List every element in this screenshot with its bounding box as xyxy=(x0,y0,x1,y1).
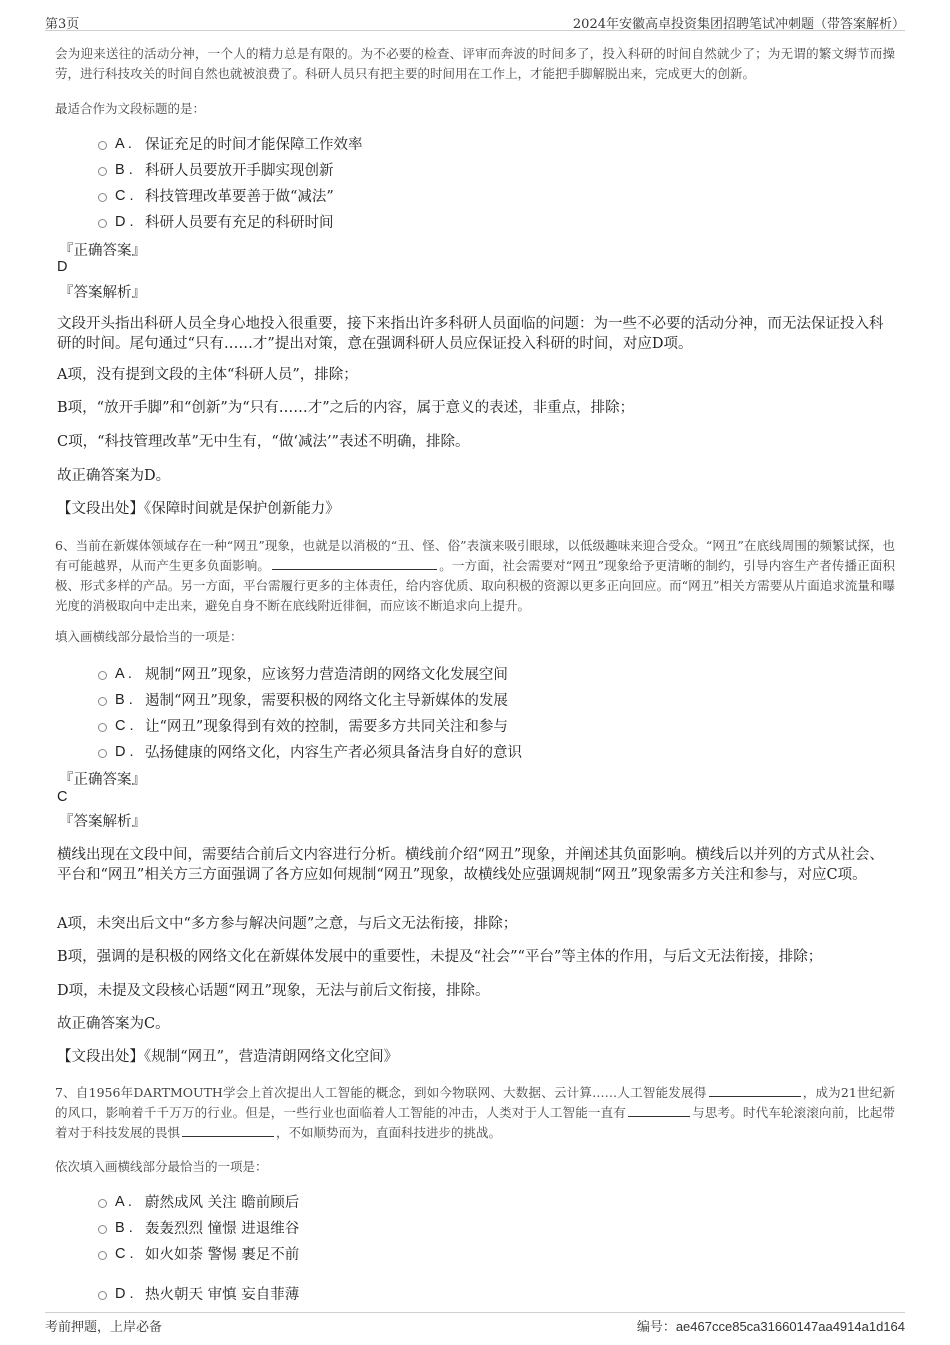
q7-passage-part3: 与思考。时代车轮滚滚向前，比起带着对于科技发展的畏惧 xyxy=(55,1105,895,1140)
document-id-value: ae467cce85ca31660147aa4914a1d164 xyxy=(675,1319,905,1334)
q6-explanation-main: 横线出现在文段中间，需要结合前后文内容进行分析。横线前介绍“网丑”现象，并阐述其负面影响。横线后以并列的方式从社会、平台和“网丑”相关方三方面强调了各方应如何规制“网丑”现象，故横线处应强调规制“网丑”现象需多方关注和参与，对应C项。 xyxy=(57,847,884,883)
q5-option-a[interactable] xyxy=(98,133,363,154)
q6-analysis-label: 『答案解析』 xyxy=(59,814,146,830)
document-title: 2024年安徽高卓投资集团招聘笔试冲刺题（带答案解析） xyxy=(572,17,905,32)
q5-conclusion: 故正确答案为D。 xyxy=(57,468,171,484)
document-id xyxy=(637,1316,905,1335)
q6-option-b[interactable] xyxy=(98,689,508,710)
option-text: 蔚然成风 关注 瞻前顾后 xyxy=(145,1195,300,1211)
option-text: 如火如荼 警惕 裹足不前 xyxy=(145,1247,300,1263)
q6-explanation-b: B项，强调的是积极的网络文化在新媒体发展中的重要性，未提及“社会”“平台”等主体的作用，与后文无法衔接，排除； xyxy=(57,949,823,965)
option-letter: D . xyxy=(115,1285,134,1302)
option-letter: C . xyxy=(115,717,134,734)
q6-option-d[interactable] xyxy=(98,741,522,762)
q6-explanation-a: A项，未突出后文中“多方参与解决问题”之意，与后文无法衔接，排除； xyxy=(57,916,518,932)
q7-passage-part2: ，成为21世纪新的风口，影响着千千万万的行业。但是，一些行业也面临着人工智能的冲击，人类对于人工智能一直有 xyxy=(55,1085,896,1120)
option-letter: A . xyxy=(115,135,132,152)
q6-passage-part2: 。一方面，社会需要对“网丑”现象给予更清晰的制约，引导内容生产者传播正面积极、形式多样的产品。另一方面，平台需履行更多的主体责任，给内容优质、取向积极的资源以更多正向回应。而“网丑”相关方需要从片面追求流量和曝光度的消极取向中走出来，避免自身不断在底线附近徘徊，而应该不断追求向上提升。 xyxy=(55,558,895,613)
option-letter: D . xyxy=(115,743,134,760)
q6-passage-part1: 6、当前在新媒体领域存在一种“网丑”现象，也就是以消极的“丑、怪、俗”表演来吸引眼球，以低级趣味来迎合受众。“网丑”在底线周围的频繁试探，也有可能越界，从而产生更多负面影响。 xyxy=(55,538,895,573)
q5-option-d[interactable] xyxy=(98,211,334,232)
radio-button[interactable] xyxy=(98,1199,107,1208)
page-number: 第3页 xyxy=(45,17,80,32)
q6-option-a[interactable] xyxy=(98,663,508,684)
radio-button[interactable] xyxy=(98,1291,107,1300)
q7-option-d[interactable] xyxy=(98,1283,299,1304)
radio-button[interactable] xyxy=(98,723,107,732)
q7-passage-part1: 7、自1956年DARTMOUTH学会上首次提出人工智能的概念，到如今物联网、大数据、云计算……人工智能发展得 xyxy=(55,1085,707,1100)
option-letter: A . xyxy=(115,1193,132,1210)
option-letter: D . xyxy=(115,213,134,230)
q5-explanation-b: B项，“放开手脚”和“创新”为“只有……才”之后的内容，属于意义的表述，非重点，排除； xyxy=(57,400,635,416)
q6-source: 【文段出处】《规制“网丑”，营造清朗网络文化空间》 xyxy=(57,1049,399,1065)
option-text: 弘扬健康的网络文化，内容生产者必须具备洁身自好的意识 xyxy=(145,745,522,761)
document-id-label: 编号： xyxy=(636,1320,676,1335)
q7-prompt: 依次填入画横线部分最恰当的一项是： xyxy=(55,1159,268,1174)
q5-analysis-label: 『答案解析』 xyxy=(59,285,146,301)
radio-button[interactable] xyxy=(98,697,107,706)
page-header xyxy=(45,10,905,31)
q5-option-c[interactable] xyxy=(98,185,334,206)
q5-passage: 会为迎来送往的活动分神，一个人的精力总是有限的。为不必要的检查、评审而奔波的时间多了，投入科研的时间自然就少了；为无谓的繁文缛节而操劳，进行科技攻关的时间自然也就被浪费了。科研人员只有把主要的时间用在工作上，才能把手脚解脱出来，完成更大的创新。 xyxy=(55,46,895,81)
q7-option-a[interactable] xyxy=(98,1191,299,1212)
q5-explanation-main: 文段开头指出科研人员全身心地投入很重要，接下来指出许多科研人员面临的问题：为一些不必要的活动分神，而无法保证投入科研的时间。尾句通过“只有……才”提出对策，意在强调科研人员应保证投入科研的时间，对应D项。 xyxy=(57,316,884,352)
q6-conclusion: 故正确答案为C。 xyxy=(57,1016,170,1032)
option-text: 让“网丑”现象得到有效的控制，需要多方共同关注和参与 xyxy=(145,719,508,735)
q7-option-c[interactable] xyxy=(98,1243,299,1264)
q6-passage xyxy=(55,536,895,616)
option-letter: C . xyxy=(115,1245,134,1262)
radio-button[interactable] xyxy=(98,167,107,176)
fill-blank-1 xyxy=(709,1084,801,1097)
q5-explanation-a: A项，没有提到文段的主体“科研人员”，排除； xyxy=(57,367,358,383)
radio-button[interactable] xyxy=(98,671,107,680)
option-text: 保证充足的时间才能保障工作效率 xyxy=(145,137,363,153)
q7-passage-part4: ，不如顺势而为，直面科技进步的挑战。 xyxy=(276,1125,502,1140)
option-text: 规制“网丑”现象，应该努力营造清朗的网络文化发展空间 xyxy=(145,667,508,683)
radio-button[interactable] xyxy=(98,1251,107,1260)
q5-option-b[interactable] xyxy=(98,159,334,180)
q5-source: 【文段出处】《保障时间就是保护创新能力》 xyxy=(57,501,340,517)
option-text: 遏制“网丑”现象，需要积极的网络文化主导新媒体的发展 xyxy=(145,693,508,709)
radio-button[interactable] xyxy=(98,1225,107,1234)
q5-answer-label: 『正确答案』 xyxy=(59,243,146,259)
q7-option-b[interactable] xyxy=(98,1217,299,1238)
option-text: 科研人员要有充足的科研时间 xyxy=(145,215,334,231)
q6-explanation-d: D项，未提及文段核心话题“网丑”现象，无法与前后文衔接，排除。 xyxy=(57,983,490,999)
option-text: 热火朝天 审慎 妄自菲薄 xyxy=(145,1287,300,1303)
radio-button[interactable] xyxy=(98,193,107,202)
option-text: 科研人员要放开手脚实现创新 xyxy=(145,163,334,179)
q6-prompt: 填入画横线部分最恰当的一项是： xyxy=(55,629,243,644)
radio-button[interactable] xyxy=(98,749,107,758)
q5-prompt: 最适合作为文段标题的是： xyxy=(55,101,206,116)
option-letter: C . xyxy=(115,187,134,204)
option-letter: B . xyxy=(115,691,133,708)
q6-option-c[interactable] xyxy=(98,715,508,736)
q6-answer: C xyxy=(57,789,68,805)
option-letter: A . xyxy=(115,665,132,682)
fill-blank-3 xyxy=(182,1124,274,1137)
q7-passage xyxy=(55,1083,895,1143)
footer-slogan: 考前押题，上岸必备 xyxy=(45,1320,163,1335)
q6-answer-label: 『正确答案』 xyxy=(59,772,146,788)
page-footer xyxy=(45,1312,905,1333)
q5-answer: D xyxy=(57,259,68,275)
radio-button[interactable] xyxy=(98,219,107,228)
option-text: 科技管理改革要善于做“减法” xyxy=(145,189,334,205)
option-letter: B . xyxy=(115,161,133,178)
radio-button[interactable] xyxy=(98,141,107,150)
option-text: 轰轰烈烈 憧憬 进退维谷 xyxy=(145,1221,300,1237)
fill-blank xyxy=(272,557,437,570)
q5-explanation-c: C项，“科技管理改革”无中生有，“做‘减法’”表述不明确，排除。 xyxy=(57,434,470,450)
option-letter: B . xyxy=(115,1219,133,1236)
fill-blank-2 xyxy=(628,1104,690,1117)
